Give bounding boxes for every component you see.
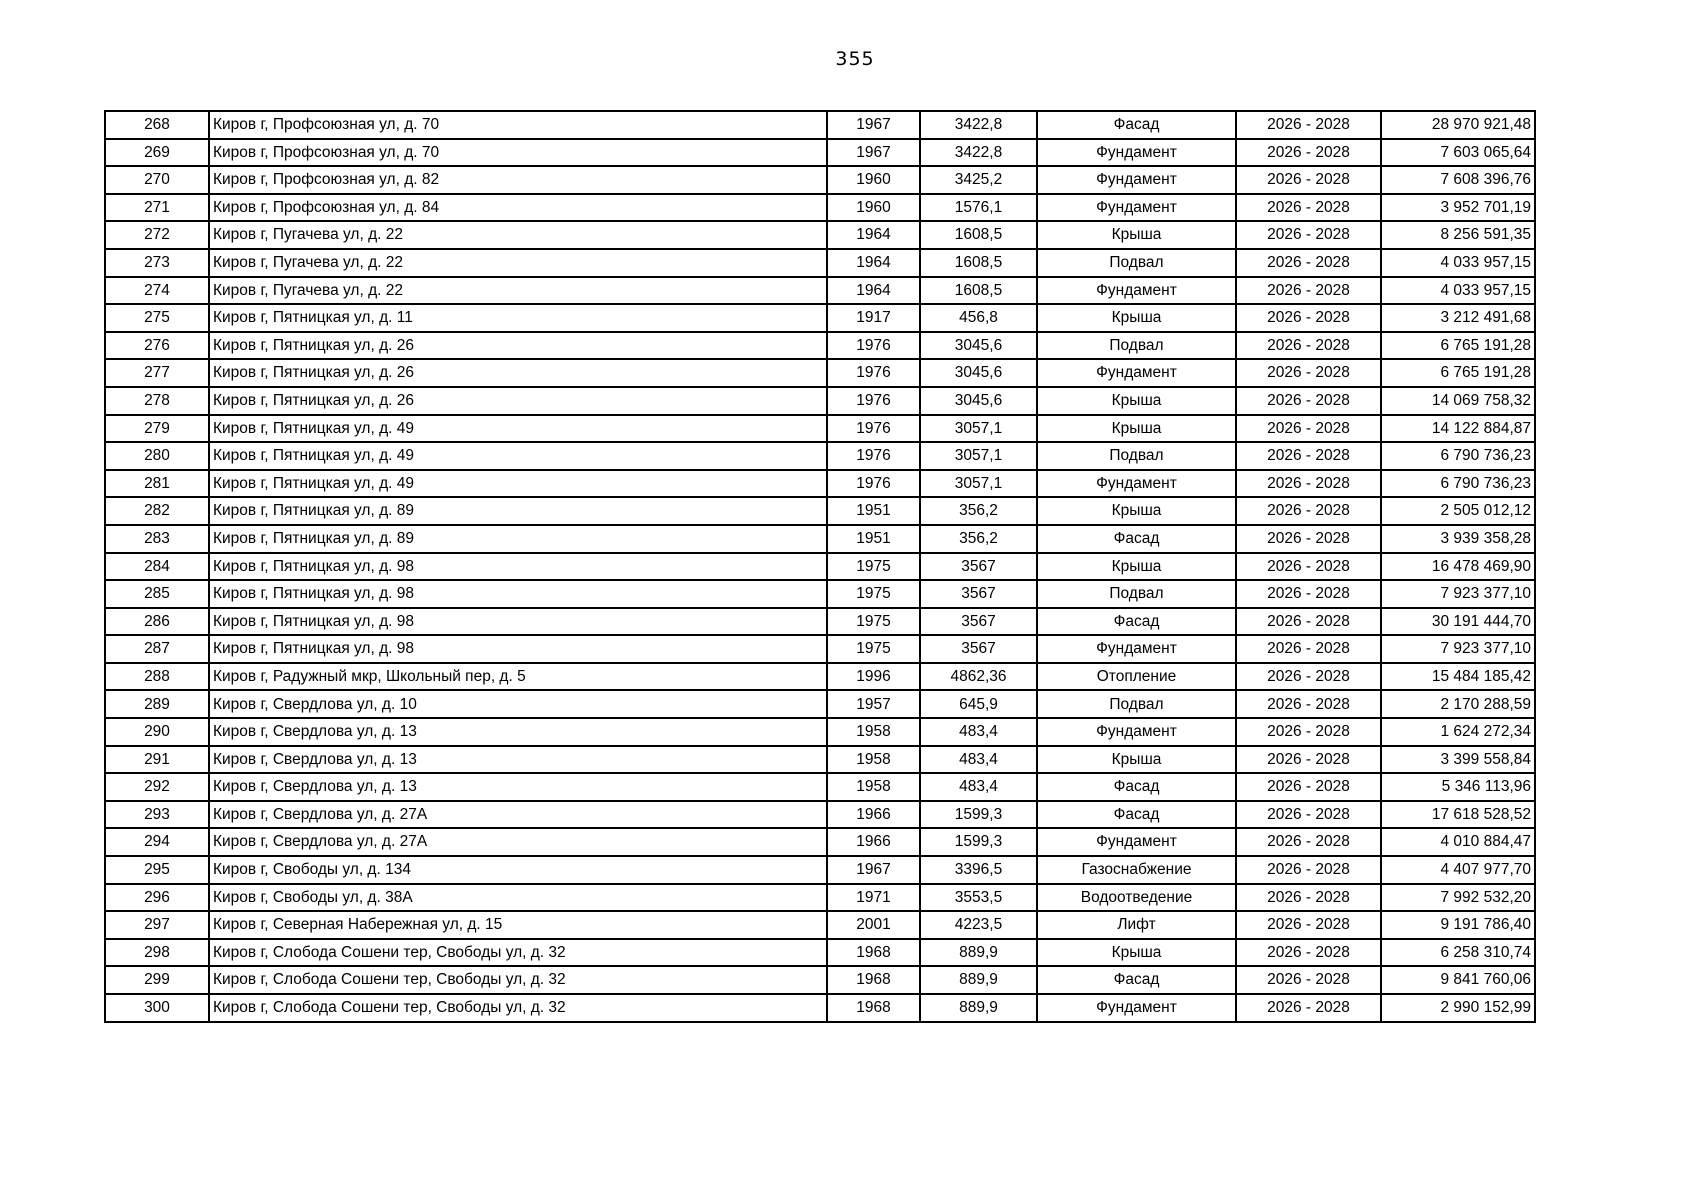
construction-year-cell: 1976 [827, 470, 920, 498]
table-row [105, 718, 1535, 746]
work-type-cell: Крыша [1037, 415, 1236, 443]
cost-cell: 4 407 977,70 [1381, 856, 1535, 884]
cost-cell: 6 790 736,23 [1381, 470, 1535, 498]
address-cell: Киров г, Свободы ул, д. 38А [209, 884, 827, 912]
period-cell: 2026 - 2028 [1236, 277, 1381, 305]
address-cell: Киров г, Пятницкая ул, д. 98 [209, 580, 827, 608]
period-cell: 2026 - 2028 [1236, 911, 1381, 939]
cost-cell: 3 399 558,84 [1381, 746, 1535, 774]
row-number-cell: 291 [105, 746, 209, 774]
row-number-cell: 284 [105, 553, 209, 581]
period-cell: 2026 - 2028 [1236, 111, 1381, 139]
table-row [105, 690, 1535, 718]
row-number-cell: 295 [105, 856, 209, 884]
address-cell: Киров г, Пугачева ул, д. 22 [209, 221, 827, 249]
area-cell: 3422,8 [920, 111, 1037, 139]
construction-year-cell: 1968 [827, 966, 920, 994]
area-cell: 1608,5 [920, 277, 1037, 305]
row-number-cell: 289 [105, 690, 209, 718]
table-row [105, 966, 1535, 994]
area-cell: 1599,3 [920, 828, 1037, 856]
area-cell: 645,9 [920, 690, 1037, 718]
area-cell: 3567 [920, 635, 1037, 663]
address-cell: Киров г, Пятницкая ул, д. 26 [209, 332, 827, 360]
address-cell: Киров г, Пятницкая ул, д. 26 [209, 359, 827, 387]
construction-year-cell: 1975 [827, 608, 920, 636]
period-cell: 2026 - 2028 [1236, 525, 1381, 553]
cost-cell: 7 608 396,76 [1381, 166, 1535, 194]
row-number-cell: 278 [105, 387, 209, 415]
area-cell: 3422,8 [920, 139, 1037, 167]
area-cell: 1599,3 [920, 801, 1037, 829]
construction-year-cell: 1976 [827, 415, 920, 443]
address-cell: Киров г, Профсоюзная ул, д. 84 [209, 194, 827, 222]
period-cell: 2026 - 2028 [1236, 304, 1381, 332]
work-type-cell: Крыша [1037, 221, 1236, 249]
address-cell: Киров г, Пятницкая ул, д. 11 [209, 304, 827, 332]
construction-year-cell: 1975 [827, 553, 920, 581]
row-number-cell: 282 [105, 497, 209, 525]
work-type-cell: Подвал [1037, 442, 1236, 470]
row-number-cell: 294 [105, 828, 209, 856]
cost-cell: 8 256 591,35 [1381, 221, 1535, 249]
work-type-cell: Фундамент [1037, 635, 1236, 663]
table-row [105, 111, 1535, 139]
construction-year-cell: 1967 [827, 111, 920, 139]
address-cell: Киров г, Пятницкая ул, д. 89 [209, 497, 827, 525]
work-type-cell: Фасад [1037, 608, 1236, 636]
work-type-cell: Крыша [1037, 553, 1236, 581]
construction-year-cell: 1960 [827, 166, 920, 194]
area-cell: 3045,6 [920, 332, 1037, 360]
period-cell: 2026 - 2028 [1236, 415, 1381, 443]
cost-cell: 6 790 736,23 [1381, 442, 1535, 470]
work-type-cell: Крыша [1037, 746, 1236, 774]
construction-year-cell: 1976 [827, 387, 920, 415]
row-number-cell: 279 [105, 415, 209, 443]
table-row [105, 663, 1535, 691]
area-cell: 3567 [920, 553, 1037, 581]
area-cell: 1576,1 [920, 194, 1037, 222]
work-type-cell: Фасад [1037, 773, 1236, 801]
work-type-cell: Фундамент [1037, 994, 1236, 1022]
work-type-cell: Подвал [1037, 249, 1236, 277]
area-cell: 3057,1 [920, 470, 1037, 498]
table-row [105, 994, 1535, 1022]
area-cell: 456,8 [920, 304, 1037, 332]
construction-year-cell: 1996 [827, 663, 920, 691]
work-type-cell: Фасад [1037, 801, 1236, 829]
row-number-cell: 298 [105, 939, 209, 967]
table-row [105, 166, 1535, 194]
table-row [105, 277, 1535, 305]
construction-year-cell: 1975 [827, 635, 920, 663]
cost-cell: 4 033 957,15 [1381, 249, 1535, 277]
cost-cell: 30 191 444,70 [1381, 608, 1535, 636]
row-number-cell: 296 [105, 884, 209, 912]
area-cell: 3045,6 [920, 387, 1037, 415]
table-row [105, 828, 1535, 856]
construction-year-cell: 1951 [827, 497, 920, 525]
area-cell: 3057,1 [920, 415, 1037, 443]
construction-year-cell: 1964 [827, 221, 920, 249]
period-cell: 2026 - 2028 [1236, 828, 1381, 856]
cost-cell: 3 952 701,19 [1381, 194, 1535, 222]
row-number-cell: 286 [105, 608, 209, 636]
work-type-cell: Фасад [1037, 525, 1236, 553]
cost-cell: 6 258 310,74 [1381, 939, 1535, 967]
construction-year-cell: 1966 [827, 828, 920, 856]
cost-cell: 16 478 469,90 [1381, 553, 1535, 581]
table-row [105, 939, 1535, 967]
cost-cell: 4 033 957,15 [1381, 277, 1535, 305]
area-cell: 3567 [920, 608, 1037, 636]
table-row [105, 304, 1535, 332]
area-cell: 3425,2 [920, 166, 1037, 194]
table-row [105, 773, 1535, 801]
work-type-cell: Фундамент [1037, 828, 1236, 856]
period-cell: 2026 - 2028 [1236, 939, 1381, 967]
area-cell: 483,4 [920, 773, 1037, 801]
row-number-cell: 297 [105, 911, 209, 939]
period-cell: 2026 - 2028 [1236, 194, 1381, 222]
construction-year-cell: 1975 [827, 580, 920, 608]
period-cell: 2026 - 2028 [1236, 856, 1381, 884]
row-number-cell: 293 [105, 801, 209, 829]
address-cell: Киров г, Пятницкая ул, д. 98 [209, 608, 827, 636]
period-cell: 2026 - 2028 [1236, 553, 1381, 581]
table-row [105, 470, 1535, 498]
row-number-cell: 285 [105, 580, 209, 608]
cost-cell: 4 010 884,47 [1381, 828, 1535, 856]
address-cell: Киров г, Свердлова ул, д. 27А [209, 828, 827, 856]
area-cell: 483,4 [920, 746, 1037, 774]
construction-year-cell: 1976 [827, 442, 920, 470]
cost-cell: 9 841 760,06 [1381, 966, 1535, 994]
row-number-cell: 269 [105, 139, 209, 167]
cost-cell: 3 212 491,68 [1381, 304, 1535, 332]
area-cell: 3045,6 [920, 359, 1037, 387]
cost-cell: 6 765 191,28 [1381, 359, 1535, 387]
work-type-cell: Фундамент [1037, 166, 1236, 194]
work-type-cell: Крыша [1037, 939, 1236, 967]
period-cell: 2026 - 2028 [1236, 139, 1381, 167]
period-cell: 2026 - 2028 [1236, 635, 1381, 663]
address-cell: Киров г, Радужный мкр, Школьный пер, д. 5 [209, 663, 827, 691]
area-cell: 3396,5 [920, 856, 1037, 884]
construction-year-cell: 1966 [827, 801, 920, 829]
period-cell: 2026 - 2028 [1236, 994, 1381, 1022]
row-number-cell: 281 [105, 470, 209, 498]
address-cell: Киров г, Свободы ул, д. 134 [209, 856, 827, 884]
construction-year-cell: 1964 [827, 249, 920, 277]
period-cell: 2026 - 2028 [1236, 801, 1381, 829]
construction-year-cell: 1976 [827, 332, 920, 360]
cost-cell: 5 346 113,96 [1381, 773, 1535, 801]
work-type-cell: Подвал [1037, 690, 1236, 718]
address-cell: Киров г, Свердлова ул, д. 13 [209, 718, 827, 746]
row-number-cell: 288 [105, 663, 209, 691]
table-row [105, 635, 1535, 663]
address-cell: Киров г, Свердлова ул, д. 10 [209, 690, 827, 718]
period-cell: 2026 - 2028 [1236, 884, 1381, 912]
row-number-cell: 277 [105, 359, 209, 387]
period-cell: 2026 - 2028 [1236, 718, 1381, 746]
construction-year-cell: 1976 [827, 359, 920, 387]
construction-year-cell: 1957 [827, 690, 920, 718]
row-number-cell: 292 [105, 773, 209, 801]
cost-cell: 7 923 377,10 [1381, 580, 1535, 608]
construction-year-cell: 1971 [827, 884, 920, 912]
row-number-cell: 290 [105, 718, 209, 746]
construction-year-cell: 1958 [827, 746, 920, 774]
cost-cell: 28 970 921,48 [1381, 111, 1535, 139]
work-type-cell: Лифт [1037, 911, 1236, 939]
work-type-cell: Фундамент [1037, 470, 1236, 498]
period-cell: 2026 - 2028 [1236, 690, 1381, 718]
work-type-cell: Крыша [1037, 304, 1236, 332]
row-number-cell: 273 [105, 249, 209, 277]
period-cell: 2026 - 2028 [1236, 359, 1381, 387]
address-cell: Киров г, Пятницкая ул, д. 89 [209, 525, 827, 553]
table-body [105, 111, 1535, 1022]
address-cell: Киров г, Профсоюзная ул, д. 82 [209, 166, 827, 194]
work-type-cell: Фасад [1037, 111, 1236, 139]
period-cell: 2026 - 2028 [1236, 249, 1381, 277]
table-row [105, 359, 1535, 387]
cost-cell: 7 923 377,10 [1381, 635, 1535, 663]
cost-cell: 14 069 758,32 [1381, 387, 1535, 415]
work-type-cell: Фундамент [1037, 359, 1236, 387]
work-type-cell: Подвал [1037, 580, 1236, 608]
period-cell: 2026 - 2028 [1236, 497, 1381, 525]
cost-cell: 7 603 065,64 [1381, 139, 1535, 167]
address-cell: Киров г, Пятницкая ул, д. 98 [209, 635, 827, 663]
row-number-cell: 287 [105, 635, 209, 663]
area-cell: 3567 [920, 580, 1037, 608]
address-cell: Киров г, Слобода Сошени тер, Свободы ул, д. 32 [209, 966, 827, 994]
cost-cell: 2 505 012,12 [1381, 497, 1535, 525]
construction-year-cell: 1967 [827, 856, 920, 884]
address-cell: Киров г, Свердлова ул, д. 13 [209, 746, 827, 774]
work-type-cell: Газоснабжение [1037, 856, 1236, 884]
table-row [105, 415, 1535, 443]
construction-year-cell: 1958 [827, 718, 920, 746]
row-number-cell: 299 [105, 966, 209, 994]
construction-year-cell: 1951 [827, 525, 920, 553]
address-cell: Киров г, Пятницкая ул, д. 49 [209, 415, 827, 443]
address-cell: Киров г, Профсоюзная ул, д. 70 [209, 139, 827, 167]
cost-cell: 9 191 786,40 [1381, 911, 1535, 939]
construction-year-cell: 1968 [827, 939, 920, 967]
period-cell: 2026 - 2028 [1236, 470, 1381, 498]
table-row [105, 884, 1535, 912]
address-cell: Киров г, Пугачева ул, д. 22 [209, 249, 827, 277]
period-cell: 2026 - 2028 [1236, 332, 1381, 360]
table-row [105, 497, 1535, 525]
address-cell: Киров г, Пятницкая ул, д. 26 [209, 387, 827, 415]
construction-year-cell: 1964 [827, 277, 920, 305]
cost-cell: 2 990 152,99 [1381, 994, 1535, 1022]
construction-year-cell: 1958 [827, 773, 920, 801]
address-cell: Киров г, Свердлова ул, д. 27А [209, 801, 827, 829]
area-cell: 4223,5 [920, 911, 1037, 939]
period-cell: 2026 - 2028 [1236, 608, 1381, 636]
work-type-cell: Подвал [1037, 332, 1236, 360]
period-cell: 2026 - 2028 [1236, 773, 1381, 801]
period-cell: 2026 - 2028 [1236, 442, 1381, 470]
table-row [105, 856, 1535, 884]
work-type-cell: Крыша [1037, 387, 1236, 415]
area-cell: 3057,1 [920, 442, 1037, 470]
row-number-cell: 270 [105, 166, 209, 194]
period-cell: 2026 - 2028 [1236, 966, 1381, 994]
work-type-cell: Отопление [1037, 663, 1236, 691]
area-cell: 483,4 [920, 718, 1037, 746]
address-cell: Киров г, Пятницкая ул, д. 98 [209, 553, 827, 581]
area-cell: 1608,5 [920, 249, 1037, 277]
cost-cell: 17 618 528,52 [1381, 801, 1535, 829]
table-row [105, 801, 1535, 829]
table-row [105, 553, 1535, 581]
table-row [105, 221, 1535, 249]
table-row [105, 525, 1535, 553]
cost-cell: 3 939 358,28 [1381, 525, 1535, 553]
cost-cell: 14 122 884,87 [1381, 415, 1535, 443]
work-type-cell: Фундамент [1037, 139, 1236, 167]
table-row [105, 442, 1535, 470]
area-cell: 356,2 [920, 525, 1037, 553]
row-number-cell: 274 [105, 277, 209, 305]
period-cell: 2026 - 2028 [1236, 663, 1381, 691]
row-number-cell: 275 [105, 304, 209, 332]
row-number-cell: 268 [105, 111, 209, 139]
area-cell: 1608,5 [920, 221, 1037, 249]
area-cell: 3553,5 [920, 884, 1037, 912]
table-row [105, 332, 1535, 360]
address-cell: Киров г, Свердлова ул, д. 13 [209, 773, 827, 801]
repair-schedule-table [104, 110, 1536, 1023]
construction-year-cell: 1967 [827, 139, 920, 167]
table-row [105, 194, 1535, 222]
row-number-cell: 272 [105, 221, 209, 249]
area-cell: 356,2 [920, 497, 1037, 525]
row-number-cell: 271 [105, 194, 209, 222]
area-cell: 889,9 [920, 966, 1037, 994]
row-number-cell: 276 [105, 332, 209, 360]
period-cell: 2026 - 2028 [1236, 580, 1381, 608]
work-type-cell: Фундамент [1037, 277, 1236, 305]
row-number-cell: 300 [105, 994, 209, 1022]
period-cell: 2026 - 2028 [1236, 166, 1381, 194]
work-type-cell: Крыша [1037, 497, 1236, 525]
address-cell: Киров г, Слобода Сошени тер, Свободы ул, д. 32 [209, 994, 827, 1022]
cost-cell: 7 992 532,20 [1381, 884, 1535, 912]
area-cell: 889,9 [920, 994, 1037, 1022]
cost-cell: 6 765 191,28 [1381, 332, 1535, 360]
address-cell: Киров г, Пятницкая ул, д. 49 [209, 442, 827, 470]
work-type-cell: Фасад [1037, 966, 1236, 994]
table-row [105, 911, 1535, 939]
construction-year-cell: 1968 [827, 994, 920, 1022]
row-number-cell: 283 [105, 525, 209, 553]
table-row [105, 139, 1535, 167]
table-row [105, 387, 1535, 415]
area-cell: 4862,36 [920, 663, 1037, 691]
page-number: 355 [835, 48, 875, 70]
construction-year-cell: 1960 [827, 194, 920, 222]
cost-cell: 2 170 288,59 [1381, 690, 1535, 718]
address-cell: Киров г, Профсоюзная ул, д. 70 [209, 111, 827, 139]
area-cell: 889,9 [920, 939, 1037, 967]
address-cell: Киров г, Северная Набережная ул, д. 15 [209, 911, 827, 939]
table-row [105, 249, 1535, 277]
cost-cell: 1 624 272,34 [1381, 718, 1535, 746]
construction-year-cell: 2001 [827, 911, 920, 939]
table-row [105, 608, 1535, 636]
cost-cell: 15 484 185,42 [1381, 663, 1535, 691]
address-cell: Киров г, Пятницкая ул, д. 49 [209, 470, 827, 498]
work-type-cell: Фундамент [1037, 718, 1236, 746]
construction-year-cell: 1917 [827, 304, 920, 332]
address-cell: Киров г, Пугачева ул, д. 22 [209, 277, 827, 305]
period-cell: 2026 - 2028 [1236, 387, 1381, 415]
row-number-cell: 280 [105, 442, 209, 470]
period-cell: 2026 - 2028 [1236, 221, 1381, 249]
table-row [105, 746, 1535, 774]
work-type-cell: Водоотведение [1037, 884, 1236, 912]
table-row [105, 580, 1535, 608]
address-cell: Киров г, Слобода Сошени тер, Свободы ул, д. 32 [209, 939, 827, 967]
work-type-cell: Фундамент [1037, 194, 1236, 222]
period-cell: 2026 - 2028 [1236, 746, 1381, 774]
